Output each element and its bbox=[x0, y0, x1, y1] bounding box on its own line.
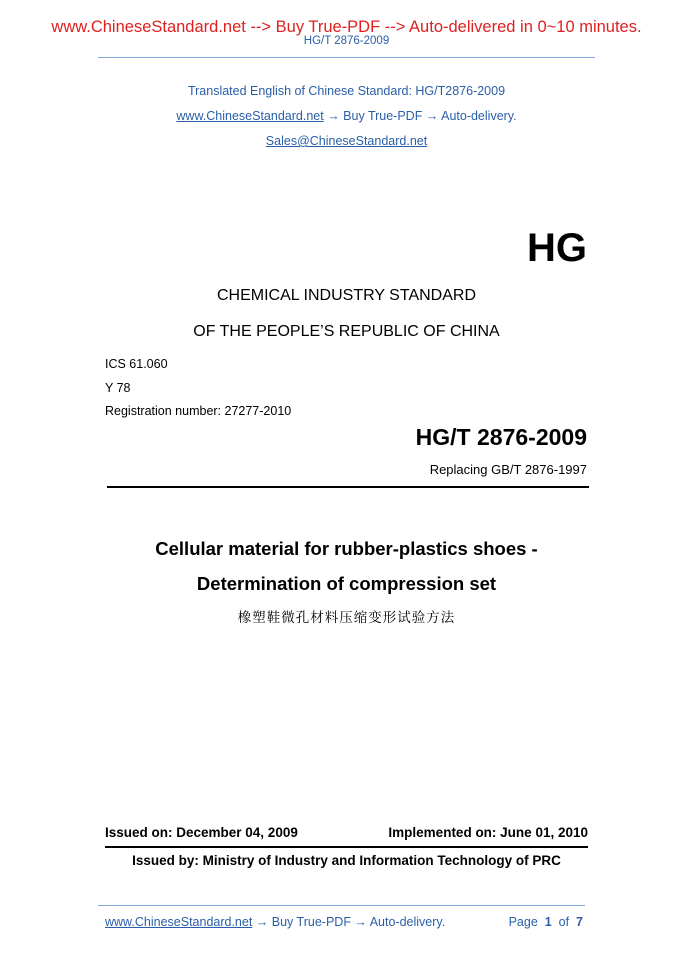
header-divider bbox=[98, 57, 595, 58]
footer-buy-text: → Buy True-PDF → Auto-delivery. bbox=[255, 915, 446, 929]
page-label: Page bbox=[508, 915, 538, 929]
sales-email-link[interactable]: Sales@ChineseStandard.net bbox=[265, 134, 428, 148]
registration-number: Registration number: 27277-2010 bbox=[105, 404, 292, 418]
title-line-2: Determination of compression set bbox=[196, 573, 497, 594]
page-indicator bbox=[509, 915, 583, 929]
site-link[interactable]: www.ChineseStandard.net bbox=[176, 109, 324, 123]
footer-site-link[interactable]: www.ChineseStandard.net bbox=[105, 915, 253, 929]
page-current: 1 bbox=[544, 915, 552, 929]
class-code: Y 78 bbox=[105, 381, 131, 395]
buy-text: → Buy True-PDF → Auto-delivery. bbox=[327, 109, 517, 123]
category-code: HG bbox=[527, 226, 587, 270]
page-total: 7 bbox=[576, 915, 583, 929]
buy-line bbox=[0, 109, 693, 123]
issued-divider bbox=[105, 846, 588, 848]
footer-buy-line bbox=[105, 915, 445, 929]
email-line bbox=[0, 134, 693, 148]
cover-divider bbox=[107, 486, 589, 488]
ics-code: ICS 61.060 bbox=[105, 357, 168, 371]
standard-number: HG/T 2876-2009 bbox=[415, 424, 587, 450]
issued-by: Issued by: Ministry of Industry and Information Technology of PRC bbox=[132, 853, 561, 868]
translation-line: Translated English of Chinese Standard: HG/T2876-2009 bbox=[187, 84, 506, 98]
org-line-2: OF THE PEOPLE’S REPUBLIC OF CHINA bbox=[193, 323, 500, 340]
page-of: of bbox=[558, 915, 570, 929]
org-line-1: CHEMICAL INDUSTRY STANDARD bbox=[217, 287, 476, 304]
footer-divider bbox=[98, 905, 585, 906]
title-chinese: 橡塑鞋微孔材料压缩变形试验方法 bbox=[237, 610, 456, 626]
replacing-standard: Replacing GB/T 2876-1997 bbox=[429, 462, 587, 477]
promo-banner[interactable]: www.ChineseStandard.net --> Buy True-PDF --> Auto-delivered in 0~10 minutes. bbox=[51, 18, 642, 36]
running-header: HG/T 2876-2009 bbox=[303, 35, 390, 47]
issued-on: Issued on: December 04, 2009 bbox=[105, 825, 298, 840]
title-line-1: Cellular material for rubber-plastics shoes - bbox=[155, 538, 538, 559]
implemented-on: Implemented on: June 01, 2010 bbox=[388, 825, 588, 840]
